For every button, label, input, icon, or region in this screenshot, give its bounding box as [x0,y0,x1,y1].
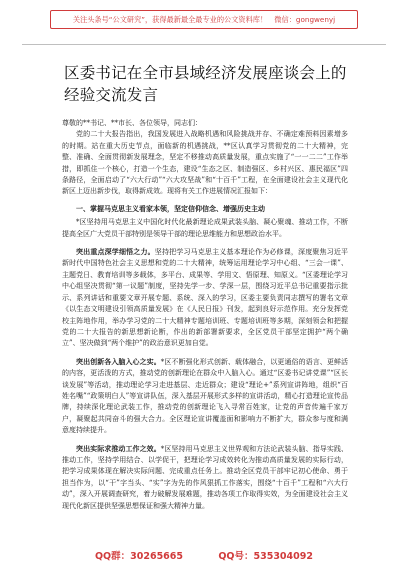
footer-qq-group: QQ群：30265665 [94,551,184,562]
paragraph-2 [62,356,348,437]
paragraph-3-text: *区坚持用马克思主义世界观和方法论武装头脑、指导实践、推动工作，坚持学用结合、以学促干，把理论学习成效转化为推动高质量发展的实际行动，把学习成果体现在解决实际问题、完成重点任务上。推动全区党员干部牢记初心使命、勇于担当作为，以“干”字当头、“实”字为先的作风狠抓工作落实，围绕“十百千”工程和“六大行动”，深入开展调查研究，着力破解发展难题，推动各项工作取得实效，为全面建设社会主义现代化新区提供坚强思想保证和强大精神力量。 [62,444,348,510]
paragraph-2-lead: 突出创新各入脑入心之实。 [76,356,161,366]
footer-contact [0,548,408,562]
paragraph-3 [62,443,348,512]
paragraph-2-text: *区不断强化形式创新、载体融合，以更通俗的语言、更鲜活的内容，更活泼的方式，推动党的创新理论在群众中入脑入心。通过“区委书记讲党课”“区长谈发展”等活动，推动理论学习走进基层、走近群众；建设“理论+”系列宣讲阵地，组织“百姓名嘴”“政策明白人”等宣讲队伍，深入基层开展形式多样的宣讲活动，精心打造理论宣传品牌，持续深化理论武装工作，推动党的创新理论飞入寻常百姓家，让党的声音传遍千家万户，凝聚起共同奋斗的强大合力。全区理论宣讲覆盖面和影响力不断扩大，群众参与度和满意度持续提升。 [62,357,348,435]
intro-paragraph: 党的二十大报告指出，我国发展进入战略机遇和风险挑战并存、不确定难预料因素增多的时期。站在重大历史节点，面临新的机遇挑战，**区认真学习贯彻党的二十大精神，完整、准确、全面贯彻新发展理念，坚定不移推动高质量发展，重点实施了“一一二二”工作举措，即抓住一个核心，打造一个生态，建设“生态之区、制造强区、乡村兴区、惠民福区”四条路径，全面启动了“六大行动”“六大攻坚战”和“十百千”工程，在全面建设社会主义现代化新区上迈出新步伐，取得新成效。现将有关工作进展情况汇报如下： [62,130,348,196]
promo-banner: 关注头条号“公文研究”，获得最新最全最专业的公文资料库！ 微信：gongwenyj [50,10,358,29]
document-title: 区委书记在全市县域经济发展座谈会上的经验交流发言 [64,64,347,104]
header-rule [22,44,386,45]
document-body [62,118,348,540]
footer-qq: QQ号：535304092 [218,551,313,562]
paragraph-1 [62,246,348,350]
paragraph-3-lead: 突出实际求推动工作之效。 [76,443,161,453]
paragraph-1-text: 坚持把学习马克思主义基本理论作为必修课，深度聚焦习近平新时代中国特色社会主义思想和党的二十大精神，统筹运用理论学习中心组、“三会一课”、主题党日、教育培训等多载体，多平台、成果等、学用文、悟原理、知原义。“区委理论学习中心组坚决贯彻“第一议题”制度，坚持先学一步、学深一层，围绕习近平总书记重要指示批示、系列讲话和重要文章开展专题、系统、深入的学习，区委主要负责同志撰写的署名文章《以生态文明建设引领高质量发展》在《人民日报》刊发，起到良好示范作用。充分发挥党校主阵地作用，举办学习党的二十大精神专题培训班、专题培训班等多期，深刻领会和把握党的二十大报告的新思想新论断，作出的新部署新要求，全区党员干部坚定拥护“两个确立”、坚决做到“两个维护”的政治意识更加自觉。 [62,248,348,348]
salutation: 尊敬的**书记、**市长、各位领导，同志们： [62,119,202,127]
paragraph-1-lead: 突出重点深学细悟之力。 [76,247,155,257]
section-heading: 一、掌握马克思主义看家本领，坚定信仰信念、增强历史主动 [76,203,265,213]
section-intro-paragraph: *区坚持用马克思主义中国化时代化最新理论成果武装头脑、凝心聚魂、推动工作，不断提高全区广大党员干部特别是领导干部的理论思维能力和思想政治水平。 [62,218,348,238]
